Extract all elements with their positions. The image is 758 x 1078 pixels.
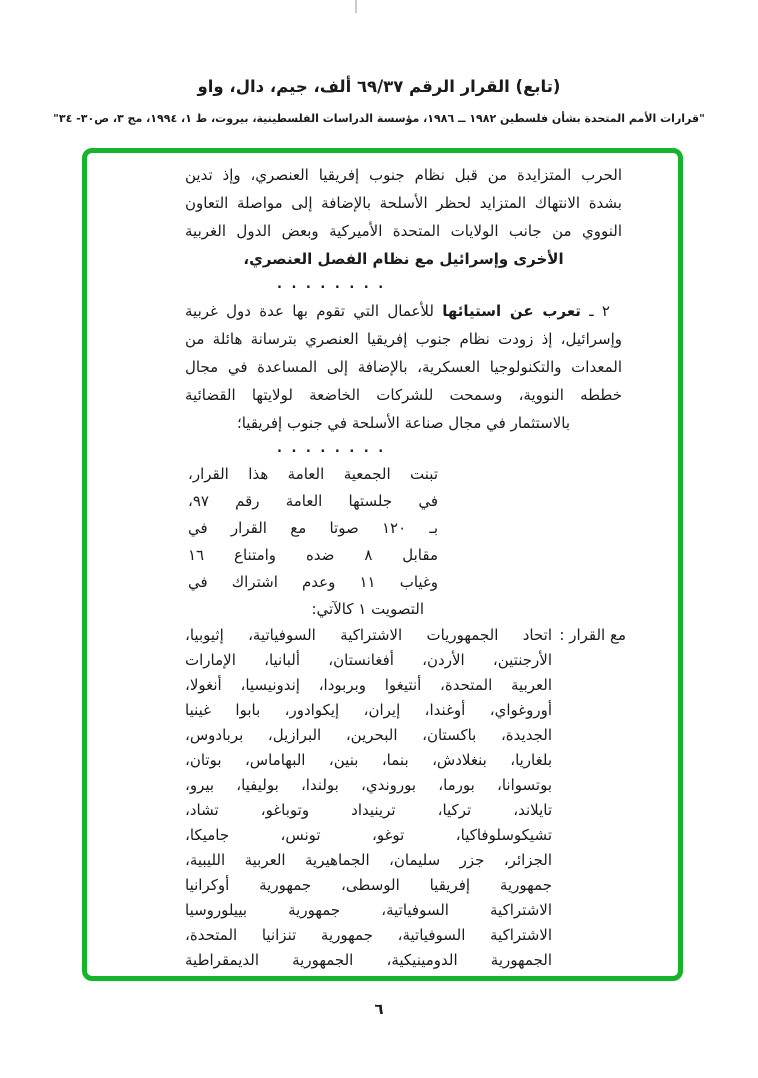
text-line: الأخرى وإسرائيل مع نظام الفصل العنصري، xyxy=(243,250,564,268)
text-line: الجمهورية الدومينيكية، الجمهورية الديمقراطية xyxy=(185,951,552,969)
text-line: مقابل ٨ ضده وامتناع ١٦ xyxy=(188,546,438,564)
ellipsis-separator: . . . . . . . . xyxy=(277,441,384,456)
text-line: تايلاند، تركيا، ترينيداد وتوباغو، تشاد، xyxy=(185,801,552,819)
ellipsis-separator: . . . . . . . . xyxy=(277,277,384,292)
text-line: وإسرائيل، إذ زودت نظام جنوب إفريقيا العنصري بترسانة هائلة من xyxy=(185,330,622,348)
text-line: وغياب ١١ وعدم اشتراك في xyxy=(188,573,438,591)
text-line: الاشتراكية السوفياتية، جمهورية بييلوروسيا xyxy=(185,901,552,919)
vote-list-label: مع القرار : xyxy=(559,626,626,644)
text-line: بـ ١٢٠ صوتا مع القرار في xyxy=(188,519,438,537)
text-line: الجزائر، جزر سليمان، الجماهيرية العربية الليبية، xyxy=(185,851,552,869)
text-line: التصويت ١ كالآتي: xyxy=(311,600,424,618)
paragraph-continuation xyxy=(185,161,622,273)
text-line: في جلستها العامة رقم ٩٧، xyxy=(188,492,438,510)
text-line: اتحاد الجمهوريات الاشتراكية السوفياتية، إثيوبيا، xyxy=(185,626,552,644)
clause-emphasis: تعرب عن استيائها xyxy=(442,302,581,320)
adoption-lines xyxy=(188,461,438,596)
paragraph-operative-2 xyxy=(185,297,622,437)
vote-country-lines xyxy=(185,648,622,973)
clause-number: ٢ ـ xyxy=(580,302,610,320)
text-line: المعدات والتكنولوجيا العسكرية، بالإضافة إلى المساعدة في مجال xyxy=(185,358,622,376)
paragraph-lines xyxy=(185,161,622,245)
scan-registration-mark xyxy=(355,0,357,13)
text-line: جمهورية إفريقيا الوسطى، جمهورية أوكرانيا xyxy=(185,876,552,894)
text-line: الحرب المتزايدة من قبل نظام جنوب إفريقيا العنصري، وإذ تدين xyxy=(185,166,622,184)
text-line: بلغاريا، بنغلادش، بنما، بنين، البهاماس، بوتان، xyxy=(185,751,552,769)
clause-rest: للأعمال التي تقوم بها عدة دول غربية xyxy=(185,302,443,320)
adoption-note xyxy=(188,461,438,623)
page-number: ٦ xyxy=(374,1000,384,1018)
vote-list-in-favour xyxy=(185,623,626,973)
text-line: أوروغواي، أوغندا، إيران، إيكوادور، بابوا غينيا xyxy=(185,701,552,719)
source-citation: "قرارات الأمم المتحدة بشأن فلسطين ١٩٨٢ ــ ١٩٨٦، مؤسسة الدراسات الفلسطينية، بيروت، ط ١، ١٩٩٤، مج ٣، ص٣٠- ٣٤" xyxy=(53,112,705,125)
text-line: تشيكوسلوفاكيا، توغو، تونس، جاميكا، xyxy=(185,826,552,844)
text-line: الأرجنتين، الأردن، أفغانستان، ألبانيا، الإمارات xyxy=(185,651,552,669)
text-line: الجديدة، باكستان، البحرين، البرازيل، بربادوس، xyxy=(185,726,552,744)
text-line: الاشتراكية السوفياتية، جمهورية تنزانيا المتحدة، xyxy=(185,926,552,944)
text-line xyxy=(185,297,622,325)
paragraph-lines xyxy=(185,325,622,409)
resolution-title: (تابع) القرار الرقم ٦٩/٣٧ ألف، جيم، دال، واو xyxy=(197,77,561,96)
text-line: بشدة الانتهاك المتزايد لحظر الأسلحة بالإضافة إلى مواصلة التعاون xyxy=(185,194,622,212)
text-line: العربية المتحدة، أنتيغوا وبربودا، إندونيسيا، أنغولا، xyxy=(185,676,552,694)
text-line: تبنت الجمعية العامة هذا القرار، xyxy=(188,465,438,483)
highlight-frame xyxy=(82,148,683,981)
text-line: بالاستثمار في مجال صناعة الأسلحة في جنوب إفريقيا؛ xyxy=(236,414,571,432)
text-line: النووي من جانب الولايات المتحدة الأميركية وبعض الدول الغربية xyxy=(185,222,622,240)
text-line: بوتسوانا، بورما، بوروندي، بولندا، بوليفيا، بيرو، xyxy=(185,776,552,794)
text-line: خططه النووية، وسمحت للشركات الخاضعة لولايتها القضائية xyxy=(185,386,622,404)
